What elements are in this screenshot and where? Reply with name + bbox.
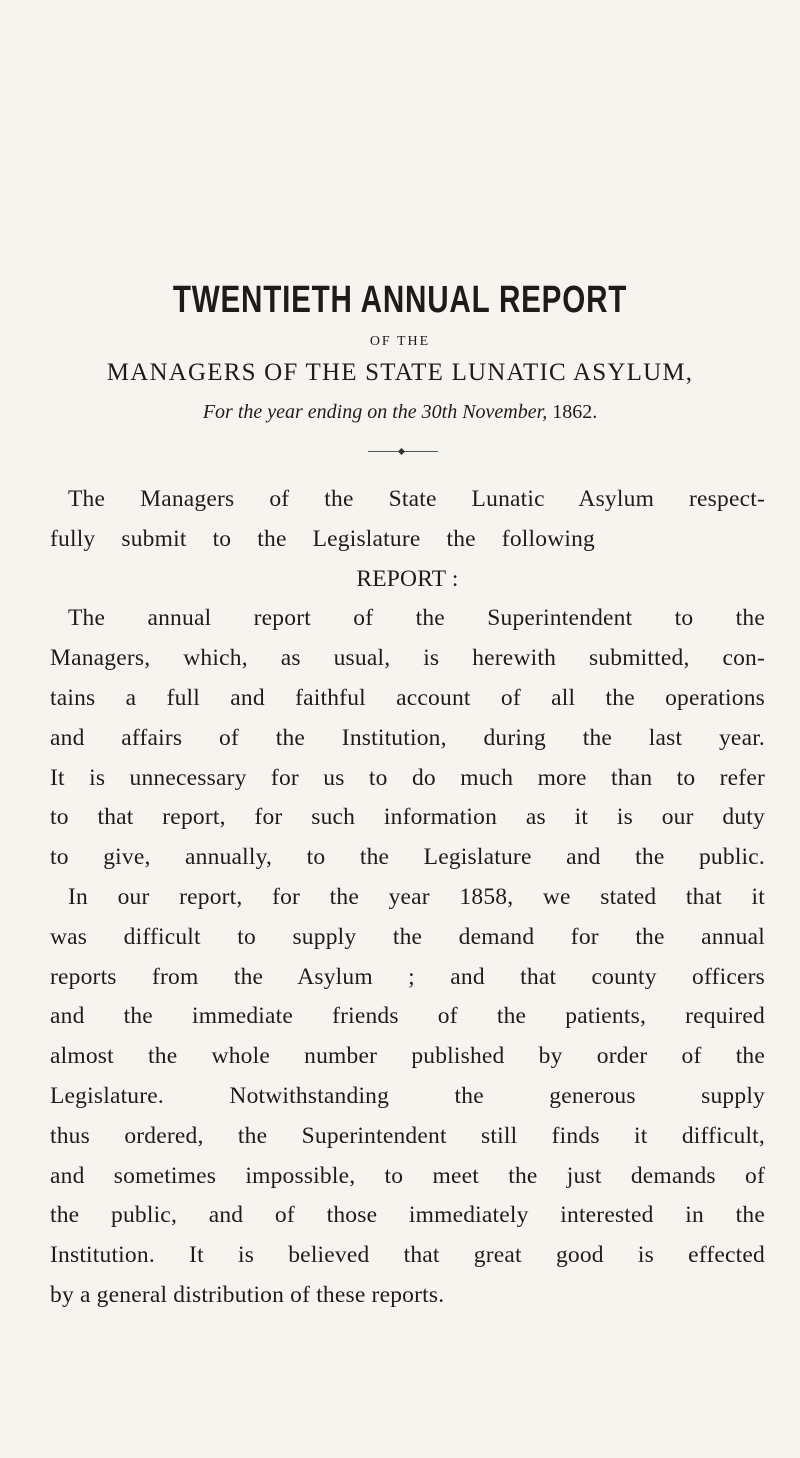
body-line: tains a full and faithful account of all the operations	[50, 684, 765, 711]
body-line: thus ordered, the Superintendent still finds it difficult,	[50, 1122, 765, 1149]
divider-ornament	[398, 448, 405, 455]
body-line: and affairs of the Institution, during the last year.	[50, 724, 765, 751]
body-line: reports from the Asylum ; and that county officers	[50, 963, 765, 990]
body-line: Legislature. Notwithstanding the generous supply	[50, 1082, 765, 1109]
body-line: and the immediate friends of the patients, required	[50, 1003, 765, 1030]
report-date-line	[0, 399, 800, 425]
body-line: and sometimes impossible, to meet the just demands of	[50, 1162, 765, 1189]
report-heading: REPORT :	[356, 565, 459, 592]
date-year: 1862.	[552, 401, 598, 423]
body-line: Institution. It is believed that great good is effected	[50, 1242, 765, 1269]
body-line: Managers, which, as usual, is herewith submitted, con-	[50, 645, 765, 672]
body-line: The Managers of the State Lunatic Asylum respect-	[68, 486, 765, 512]
date-prefix: For the year ending on the 30th November,	[202, 401, 548, 423]
body-line: to that report, for such information as it is our duty	[50, 804, 765, 831]
report-subtitle: MANAGERS OF THE STATE LUNATIC ASYLUM,	[106, 359, 694, 386]
of-the-label: OF THE	[369, 334, 431, 349]
body-line: almost the whole number published by order of the	[50, 1043, 765, 1070]
body-line: The annual report of the Superintendent to the	[68, 605, 765, 632]
body-line: It is unnecessary for us to do much more than to refer	[50, 764, 765, 791]
body-line: was difficult to supply the demand for the annual	[50, 923, 765, 950]
body-line: by a general distribution of these reports.	[50, 1281, 445, 1308]
body-line: to give, annually, to the Legislature and the public.	[50, 844, 765, 871]
report-body	[50, 480, 765, 1316]
body-line: the public, and of those immediately interested in the	[50, 1202, 765, 1229]
body-line: fully submit to the Legislature the following	[50, 525, 595, 552]
body-line: In our report, for the year 1858, we stated that it	[68, 883, 765, 910]
report-title: TWENTIETH ANNUAL REPORT	[172, 279, 628, 321]
